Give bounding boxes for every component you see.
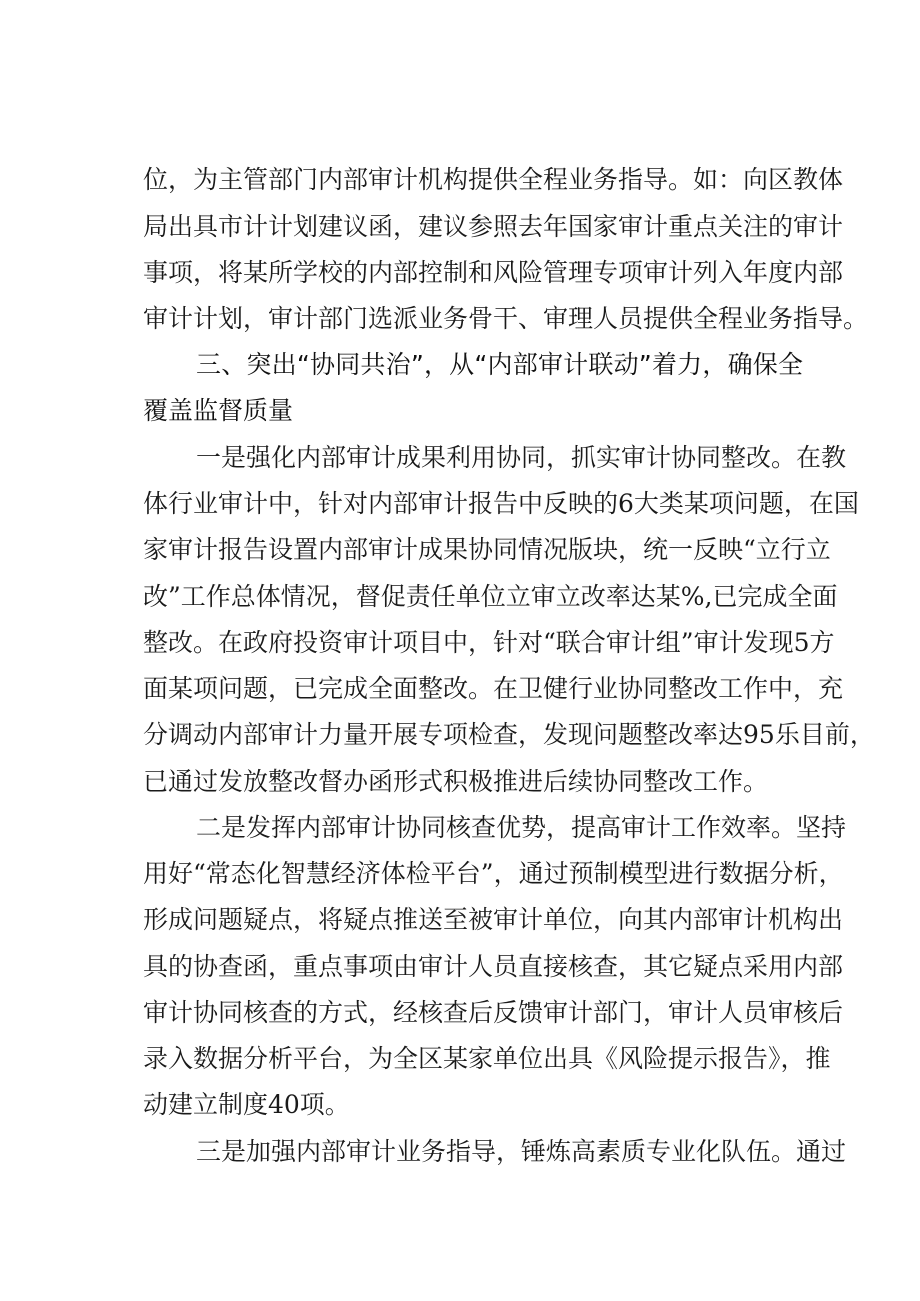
- paragraph-1-line-2: 局出具市计计划建议函，建议参照去年国家审计重点关注的审计: [143, 212, 844, 241]
- paragraph-3-line-6: 录入数据分析平台，为全区某家单位出具《风险提示报告》，推: [143, 1044, 831, 1073]
- paragraph-4-line-1: 三是加强内部审计业务指导，锤炼高素质专业化队伍。通过: [196, 1137, 847, 1166]
- paragraph-2-line-8: 已通过发放整改督办函形式积极推进后续协同整改工作。: [143, 767, 769, 796]
- paragraph-3-line-3: 形成问题疑点，将疑点推送至被审计单位，向其内部审计机构出: [143, 905, 844, 934]
- paragraph-2-line-2: 体行业审计中，针对内部审计报告中反映的6大类某项问题，在国: [143, 489, 859, 518]
- paragraph-2-line-4: 改”工作总体情况，督促责任单位立审立改率达某%,已完成全面: [143, 582, 838, 611]
- section-heading-3-line-2: 覆盖监督质量: [143, 396, 294, 425]
- paragraph-1-line-1: 位，为主管部门内部审计机构提供全程业务指导。如：向区教体: [143, 165, 844, 194]
- paragraph-3-line-7: 动建立制度40项。: [143, 1090, 350, 1119]
- paragraph-2-line-3: 家审计报告设置内部审计成果协同情况版块，统一反映“立行立: [143, 535, 831, 564]
- paragraph-1-line-3: 事项，将某所学校的内部控制和风险管理专项审计列入年度内部: [143, 258, 844, 287]
- paragraph-2-line-5: 整改。在政府投资审计项目中，针对“联合审计组”审计发现5方: [143, 628, 835, 657]
- paragraph-3-line-1: 二是发挥内部审计协同核查优势，提高审计工作效率。坚持: [196, 813, 847, 842]
- paragraph-3-line-4: 具的协查函，重点事项由审计人员直接核查，其它疑点采用内部: [143, 952, 844, 981]
- paragraph-3-line-5: 审计协同核查的方式，经核查后反馈审计部门，审计人员审核后: [143, 998, 844, 1027]
- paragraph-2-line-7: 分调动内部审计力量开展专项检查，发现问题整改率达95乐目前，: [143, 720, 875, 749]
- section-heading-3-line-1: 三、突出“协同共治”，从“内部审计联动”着力，确保全: [196, 350, 803, 379]
- paragraph-1-line-4: 审计计划，审计部门选派业务骨干、审理人员提供全程业务指导。: [143, 304, 869, 333]
- paragraph-2-line-6: 面某项问题，已完成全面整改。在卫健行业协同整改工作中，充: [143, 674, 844, 703]
- paragraph-2-line-1: 一是强化内部审计成果利用协同，抓实审计协同整改。在教: [196, 443, 847, 472]
- paragraph-3-line-2: 用好“常态化智慧经济体检平台”，通过预制模型进行数据分析，: [143, 859, 844, 888]
